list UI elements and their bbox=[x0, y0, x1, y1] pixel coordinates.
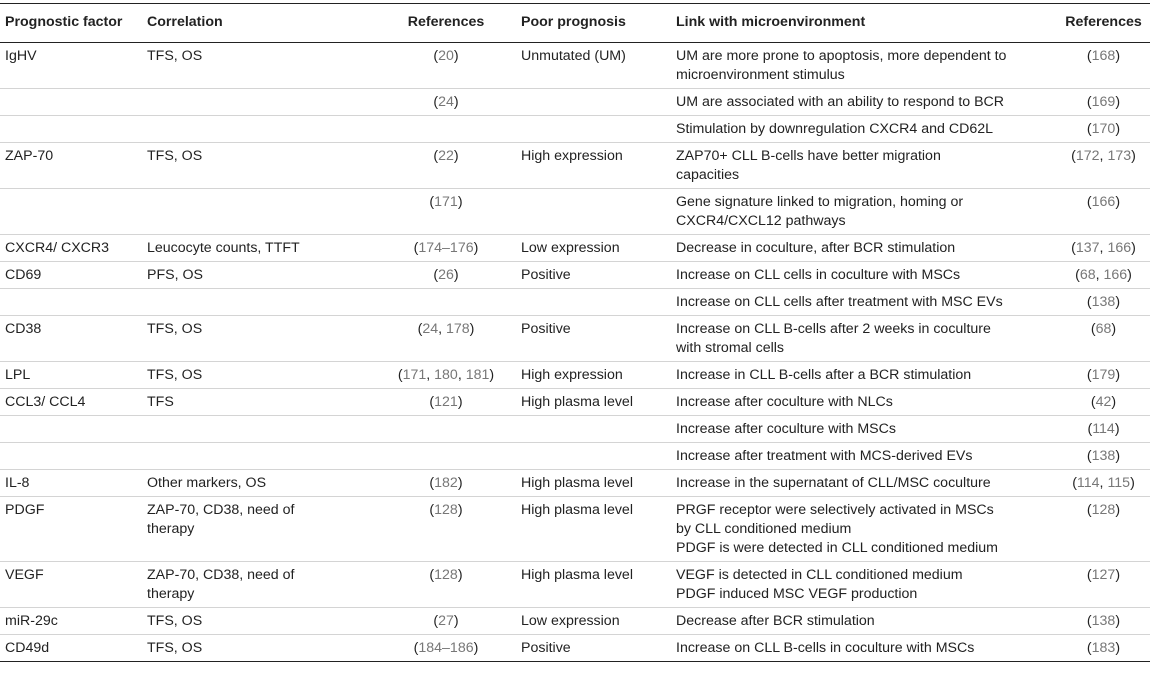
correlation-cell bbox=[147, 316, 371, 362]
poor-prognosis-cell bbox=[521, 189, 676, 235]
reference-link[interactable]: 22 bbox=[438, 148, 454, 164]
microenvironment-link-cell bbox=[676, 289, 1057, 316]
microenvironment-link-cell-line: PDGF induced MSC VEGF production bbox=[676, 586, 918, 602]
microenvironment-link-cell-line: Increase on CLL B-cells in coculture with MSCs bbox=[676, 640, 975, 656]
references-2-cell: (179) bbox=[1057, 362, 1150, 389]
reference-link[interactable]: 182 bbox=[434, 475, 458, 491]
reference-link[interactable]: 168 bbox=[1091, 48, 1116, 64]
reference-link[interactable]: 179 bbox=[1091, 367, 1116, 383]
microenvironment-link-cell bbox=[676, 116, 1057, 143]
prognostic-factor-cell bbox=[0, 89, 147, 116]
poor-prognosis-cell: High expression bbox=[521, 143, 676, 189]
references-cell: (171, 180, 181) bbox=[371, 362, 521, 389]
header-references: References bbox=[371, 4, 521, 43]
references-cell bbox=[371, 116, 521, 143]
references-2-cell: (114) bbox=[1057, 416, 1150, 443]
prognostic-factor-cell: CCL3/ CCL4 bbox=[0, 389, 147, 416]
correlation-cell-line: ZAP-70, CD38, need of bbox=[147, 502, 295, 518]
references-2-cell: (68, 166) bbox=[1057, 262, 1150, 289]
microenvironment-link-cell bbox=[676, 443, 1057, 470]
reference-link[interactable]: 27 bbox=[438, 613, 454, 629]
reference-link[interactable]: 138 bbox=[1091, 613, 1116, 629]
microenvironment-link-cell bbox=[676, 189, 1057, 235]
reference-link[interactable]: 184–186 bbox=[418, 640, 474, 656]
references-cell bbox=[371, 289, 521, 316]
prognostic-factor-cell: IL-8 bbox=[0, 470, 147, 497]
correlation-cell bbox=[147, 389, 371, 416]
microenvironment-link-cell-line: PRGF receptor were selectively activated in MSCs bbox=[676, 502, 994, 518]
reference-link[interactable]: 180 bbox=[434, 367, 458, 383]
microenvironment-link-cell-line: PDGF is were detected in CLL conditioned medium bbox=[676, 540, 999, 556]
correlation-cell-line: ZAP-70, CD38, need of bbox=[147, 567, 295, 583]
reference-link[interactable]: 169 bbox=[1091, 94, 1116, 110]
poor-prognosis-cell bbox=[521, 116, 676, 143]
microenvironment-link-cell-line: capacities bbox=[676, 167, 740, 183]
reference-link[interactable]: 166 bbox=[1103, 267, 1128, 283]
header-references-2: References bbox=[1057, 4, 1150, 43]
reference-link[interactable]: 128 bbox=[1091, 502, 1116, 518]
microenvironment-link-cell-line: Decrease after BCR stimulation bbox=[676, 613, 875, 629]
reference-link[interactable]: 173 bbox=[1107, 148, 1132, 164]
correlation-cell bbox=[147, 116, 371, 143]
microenvironment-link-cell-line: Decrease in coculture, after BCR stimulation bbox=[676, 240, 956, 256]
prognostic-factor-cell bbox=[0, 189, 147, 235]
correlation-cell-line: TFS bbox=[147, 394, 174, 410]
correlation-cell bbox=[147, 189, 371, 235]
microenvironment-link-cell bbox=[676, 608, 1057, 635]
references-2-cell: (68) bbox=[1057, 316, 1150, 362]
reference-link[interactable]: 174–176 bbox=[418, 240, 474, 256]
reference-link[interactable]: 166 bbox=[1091, 194, 1116, 210]
microenvironment-link-cell bbox=[676, 389, 1057, 416]
table-row bbox=[0, 189, 1150, 235]
table-row bbox=[0, 443, 1150, 470]
prognostic-factor-cell: CD49d bbox=[0, 635, 147, 662]
microenvironment-link-cell bbox=[676, 416, 1057, 443]
table-row bbox=[0, 362, 1150, 389]
references-cell bbox=[371, 443, 521, 470]
table-row bbox=[0, 235, 1150, 262]
reference-link[interactable]: 20 bbox=[438, 48, 454, 64]
poor-prognosis-cell: High plasma level bbox=[521, 470, 676, 497]
references-cell: (24, 178) bbox=[371, 316, 521, 362]
microenvironment-link-cell bbox=[676, 470, 1057, 497]
reference-link[interactable]: 138 bbox=[1091, 448, 1116, 464]
microenvironment-link-cell-line: Increase on CLL cells after treatment with MSC EVs bbox=[676, 294, 1003, 310]
microenvironment-link-cell-line: VEGF is detected in CLL conditioned medium bbox=[676, 567, 963, 583]
microenvironment-link-cell bbox=[676, 143, 1057, 189]
poor-prognosis-cell: High expression bbox=[521, 362, 676, 389]
reference-link[interactable]: 137 bbox=[1075, 240, 1100, 256]
header-correlation: Correlation bbox=[147, 4, 371, 43]
header-poor-prognosis: Poor prognosis bbox=[521, 4, 676, 43]
correlation-cell-line: therapy bbox=[147, 521, 195, 537]
microenvironment-link-cell-line: Gene signature linked to migration, homing or bbox=[676, 194, 964, 210]
prognostic-factor-cell bbox=[0, 289, 147, 316]
references-2-cell: (137, 166) bbox=[1057, 235, 1150, 262]
prognostic-factor-cell: VEGF bbox=[0, 562, 147, 608]
references-cell: (128) bbox=[371, 562, 521, 608]
correlation-cell-line: PFS, OS bbox=[147, 267, 203, 283]
references-cell: (174–176) bbox=[371, 235, 521, 262]
prognostic-factor-cell bbox=[0, 416, 147, 443]
correlation-cell bbox=[147, 608, 371, 635]
correlation-cell bbox=[147, 635, 371, 662]
reference-link[interactable]: 114 bbox=[1076, 475, 1100, 491]
microenvironment-link-cell bbox=[676, 635, 1057, 662]
correlation-cell-line: Leucocyte counts, TTFT bbox=[147, 240, 300, 256]
microenvironment-link-cell-line: Increase after coculture with MSCs bbox=[676, 421, 896, 437]
correlation-cell-line: TFS, OS bbox=[147, 367, 203, 383]
reference-link[interactable]: 171 bbox=[402, 367, 427, 383]
table-row bbox=[0, 289, 1150, 316]
correlation-cell bbox=[147, 89, 371, 116]
reference-link[interactable]: 127 bbox=[1091, 567, 1116, 583]
microenvironment-link-cell bbox=[676, 235, 1057, 262]
microenvironment-link-cell-line: Increase after coculture with NLCs bbox=[676, 394, 893, 410]
microenvironment-link-cell bbox=[676, 362, 1057, 389]
prognostic-factor-cell bbox=[0, 443, 147, 470]
microenvironment-link-cell-line: with stromal cells bbox=[676, 340, 785, 356]
references-2-cell: (166) bbox=[1057, 189, 1150, 235]
reference-link[interactable]: 138 bbox=[1091, 294, 1116, 310]
table-row bbox=[0, 389, 1150, 416]
poor-prognosis-cell: Low expression bbox=[521, 235, 676, 262]
table-row bbox=[0, 116, 1150, 143]
reference-link[interactable]: 171 bbox=[434, 194, 458, 210]
microenvironment-link-cell bbox=[676, 562, 1057, 608]
reference-link[interactable]: 24 bbox=[422, 321, 439, 337]
poor-prognosis-cell: High plasma level bbox=[521, 497, 676, 562]
reference-link[interactable]: 24 bbox=[438, 94, 454, 110]
reference-link[interactable]: 121 bbox=[434, 394, 458, 410]
table-row bbox=[0, 635, 1150, 662]
header-link-microenvironment: Link with microenvironment bbox=[676, 4, 1057, 43]
table-row bbox=[0, 89, 1150, 116]
references-cell: (182) bbox=[371, 470, 521, 497]
reference-link[interactable]: 114 bbox=[1092, 421, 1115, 437]
poor-prognosis-cell: Positive bbox=[521, 262, 676, 289]
microenvironment-link-cell-line: Increase in CLL B-cells after a BCR stimulation bbox=[676, 367, 972, 383]
prognostic-factor-cell: IgHV bbox=[0, 43, 147, 89]
references-2-cell: (170) bbox=[1057, 116, 1150, 143]
table-row bbox=[0, 262, 1150, 289]
microenvironment-link-cell-line: UM are associated with an ability to respond to BCR bbox=[676, 94, 1005, 110]
reference-link[interactable]: 181 bbox=[465, 367, 490, 383]
reference-link[interactable]: 170 bbox=[1091, 121, 1116, 137]
microenvironment-link-cell-line: Increase after treatment with MCS-derived EVs bbox=[676, 448, 973, 464]
poor-prognosis-cell bbox=[521, 289, 676, 316]
references-2-cell: (127) bbox=[1057, 562, 1150, 608]
microenvironment-link-cell-line: microenvironment stimulus bbox=[676, 67, 845, 83]
header-prognostic-factor: Prognostic factor bbox=[0, 4, 147, 43]
prognostic-factor-cell bbox=[0, 116, 147, 143]
poor-prognosis-cell: Positive bbox=[521, 316, 676, 362]
references-cell: (128) bbox=[371, 497, 521, 562]
poor-prognosis-cell bbox=[521, 416, 676, 443]
correlation-cell bbox=[147, 235, 371, 262]
table-row bbox=[0, 316, 1150, 362]
microenvironment-link-cell bbox=[676, 89, 1057, 116]
prognostic-factor-cell: CD38 bbox=[0, 316, 147, 362]
table-row bbox=[0, 608, 1150, 635]
references-cell bbox=[371, 416, 521, 443]
prognostic-factor-cell: CD69 bbox=[0, 262, 147, 289]
references-cell: (24) bbox=[371, 89, 521, 116]
reference-link[interactable]: 183 bbox=[1091, 640, 1116, 656]
references-2-cell: (168) bbox=[1057, 43, 1150, 89]
prognostic-factor-cell: ZAP-70 bbox=[0, 143, 147, 189]
references-2-cell: (183) bbox=[1057, 635, 1150, 662]
poor-prognosis-cell: Unmutated (UM) bbox=[521, 43, 676, 89]
poor-prognosis-cell: High plasma level bbox=[521, 562, 676, 608]
microenvironment-link-cell-line: ZAP70+ CLL B-cells have better migration bbox=[676, 148, 941, 164]
reference-link[interactable]: 128 bbox=[434, 502, 458, 518]
microenvironment-link-cell-line: by CLL conditioned medium bbox=[676, 521, 852, 537]
reference-link[interactable]: 178 bbox=[446, 321, 470, 337]
microenvironment-link-cell bbox=[676, 316, 1057, 362]
references-2-cell: (42) bbox=[1057, 389, 1150, 416]
correlation-cell bbox=[147, 497, 371, 562]
microenvironment-link-cell-line: UM are more prone to apoptosis, more dependent to bbox=[676, 48, 1007, 64]
correlation-cell bbox=[147, 289, 371, 316]
correlation-cell bbox=[147, 443, 371, 470]
references-cell: (121) bbox=[371, 389, 521, 416]
prognostic-factor-cell: CXCR4/ CXCR3 bbox=[0, 235, 147, 262]
prognostic-factor-cell: LPL bbox=[0, 362, 147, 389]
correlation-cell bbox=[147, 262, 371, 289]
correlation-cell bbox=[147, 43, 371, 89]
poor-prognosis-cell: Positive bbox=[521, 635, 676, 662]
prognostic-factor-cell: miR-29c bbox=[0, 608, 147, 635]
correlation-cell-line: therapy bbox=[147, 586, 195, 602]
table-row bbox=[0, 562, 1150, 608]
correlation-cell bbox=[147, 416, 371, 443]
table-body bbox=[0, 43, 1150, 662]
correlation-cell-line: TFS, OS bbox=[147, 148, 203, 164]
reference-link[interactable]: 68 bbox=[1079, 267, 1096, 283]
table-row bbox=[0, 43, 1150, 89]
reference-link[interactable]: 115 bbox=[1107, 475, 1131, 491]
references-2-cell: (172, 173) bbox=[1057, 143, 1150, 189]
table-row bbox=[0, 143, 1150, 189]
correlation-cell-line: TFS, OS bbox=[147, 48, 203, 64]
references-cell: (171) bbox=[371, 189, 521, 235]
poor-prognosis-cell: High plasma level bbox=[521, 389, 676, 416]
references-2-cell: (114, 115) bbox=[1057, 470, 1150, 497]
references-2-cell: (138) bbox=[1057, 443, 1150, 470]
references-cell: (20) bbox=[371, 43, 521, 89]
references-cell: (26) bbox=[371, 262, 521, 289]
microenvironment-link-cell-line: Increase on CLL cells in coculture with MSCs bbox=[676, 267, 961, 283]
references-cell: (184–186) bbox=[371, 635, 521, 662]
reference-link[interactable]: 68 bbox=[1095, 321, 1112, 337]
prognostic-factor-cell: PDGF bbox=[0, 497, 147, 562]
reference-link[interactable]: 128 bbox=[434, 567, 458, 583]
microenvironment-link-cell-line: Increase in the supernatant of CLL/MSC coculture bbox=[676, 475, 991, 491]
reference-link[interactable]: 26 bbox=[438, 267, 454, 283]
microenvironment-link-cell-line: CXCR4/CXCL12 pathways bbox=[676, 213, 846, 229]
correlation-cell bbox=[147, 470, 371, 497]
table-header bbox=[0, 4, 1150, 43]
reference-link[interactable]: 42 bbox=[1095, 394, 1112, 410]
microenvironment-link-cell-line: Increase on CLL B-cells after 2 weeks in coculture bbox=[676, 321, 991, 337]
references-cell: (22) bbox=[371, 143, 521, 189]
table-row bbox=[0, 497, 1150, 562]
microenvironment-link-cell-line: Stimulation by downregulation CXCR4 and CD62L bbox=[676, 121, 994, 137]
poor-prognosis-cell bbox=[521, 89, 676, 116]
references-cell: (27) bbox=[371, 608, 521, 635]
microenvironment-link-cell bbox=[676, 497, 1057, 562]
correlation-cell-line: TFS, OS bbox=[147, 613, 203, 629]
correlation-cell-line: TFS, OS bbox=[147, 640, 203, 656]
prognostic-factors-table bbox=[0, 3, 1150, 662]
references-2-cell: (128) bbox=[1057, 497, 1150, 562]
correlation-cell bbox=[147, 562, 371, 608]
header-row bbox=[0, 4, 1150, 43]
correlation-cell-line: Other markers, OS bbox=[147, 475, 267, 491]
microenvironment-link-cell bbox=[676, 262, 1057, 289]
correlation-cell bbox=[147, 143, 371, 189]
poor-prognosis-cell bbox=[521, 443, 676, 470]
poor-prognosis-cell: Low expression bbox=[521, 608, 676, 635]
reference-link[interactable]: 172 bbox=[1075, 148, 1100, 164]
correlation-cell bbox=[147, 362, 371, 389]
references-2-cell: (138) bbox=[1057, 608, 1150, 635]
reference-link[interactable]: 166 bbox=[1107, 240, 1132, 256]
correlation-cell-line: TFS, OS bbox=[147, 321, 203, 337]
references-2-cell: (138) bbox=[1057, 289, 1150, 316]
microenvironment-link-cell bbox=[676, 43, 1057, 89]
table-row bbox=[0, 416, 1150, 443]
references-2-cell: (169) bbox=[1057, 89, 1150, 116]
table-row bbox=[0, 470, 1150, 497]
